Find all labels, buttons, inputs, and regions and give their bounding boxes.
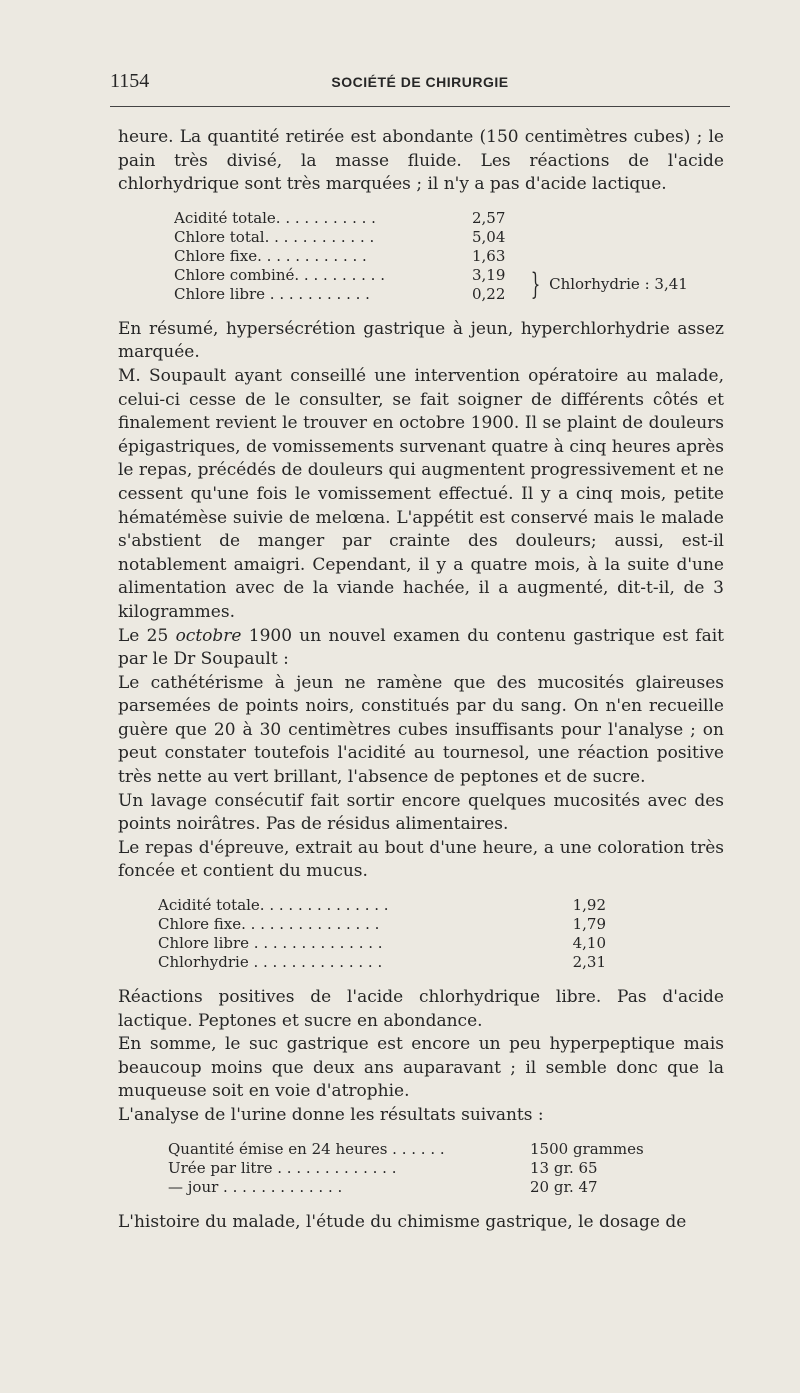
paragraph: M. Soupault ayant conseillé une intervention opératoire au malade, celui-ci cesse de le consulter, se fait soigner de différents côtés et finalement revient le trouver en octobre 1900. Il se plaint de douleurs épigastriques, de vomissements survenant quatre à cinq heures après le repas, précédés de douleurs qui augmentent progressivement et ne cessent qu'une fois le vomissement effectué. Il y a cinq mois, petite hématémèse suivie de melœna. L'appétit est conservé mais le malade s'abstient de manger par crainte des douleurs; aussi, est-il notablement amaigri. Cependant, il y a quatre mois, à la suite d'une alimentation avec de la viande hachée, il a augmenté, dit-t-il, de 3 kilogrammes. (118, 365, 724, 622)
text-span: Le 25 (118, 625, 176, 646)
paragraph: En somme, le suc gastrique est encore un peu hyperpeptique mais beaucoup moins que deux ans auparavant ; il semble donc que la muqueuse soit en voie d'atrophie. (118, 1034, 724, 1102)
paragraph: Le repas d'épreuve, extrait au bout d'une heure, a une coloration très foncée et contient du mucus. (118, 837, 724, 882)
paragraph: L'analyse de l'urine donne les résultats suivants : (118, 1105, 544, 1125)
row-value: 1,92 (572, 896, 606, 915)
table-row (118, 953, 724, 972)
brace-icon: } (530, 266, 541, 302)
row-label: Chlore combiné. . . . . . . . . . (174, 265, 385, 284)
table-row (174, 209, 724, 228)
paragraph (118, 625, 724, 672)
table-row (174, 285, 522, 304)
table-row (118, 1159, 724, 1178)
table-row (118, 1140, 724, 1159)
row-label: Chlore fixe. . . . . . . . . . . . . . . (158, 915, 380, 934)
row-value: 13 gr. 65 (530, 1158, 598, 1177)
running-title: SOCIÉTÉ DE CHIRURGIE (331, 74, 509, 90)
row-value: 1,63 (472, 246, 506, 265)
row-label: Chlore total. . . . . . . . . . . . (174, 227, 375, 246)
row-value: 2,31 (572, 953, 606, 972)
brace-group (174, 266, 724, 304)
table-row (118, 896, 724, 915)
row-value: 0,22 (472, 284, 506, 303)
table-row (118, 915, 724, 934)
row-label: Quantité émise en 24 heures . . . . . . (168, 1139, 445, 1158)
paragraph: Un lavage consécutif fait sortir encore quelques mucosités avec des points noirâtres. Pas de résidus alimentaires. (118, 790, 724, 835)
row-label: Chlore fixe. . . . . . . . . . . . (174, 246, 367, 265)
body-text (118, 126, 724, 1234)
row-label: Chlore libre . . . . . . . . . . . . . . (158, 934, 383, 953)
paragraph: Le cathétérisme à jeun ne ramène que des mucosités glaireuses parsemées de points noirs, constitués par du sang. On n'en recueille guère que 20 à 30 centimètres cubes insuffisants pour l'analyse ; on peut constater toutefois l'acidité au tournesol, une réaction positive très nette au vert brillant, l'absence de peptones et de sucre. (118, 672, 724, 788)
acidity-table-1 (174, 209, 724, 304)
urine-table (118, 1140, 724, 1197)
page-header (110, 70, 730, 96)
row-label: Chlore libre . . . . . . . . . . . (174, 284, 370, 303)
row-value: 5,04 (472, 227, 506, 246)
table-row (174, 228, 724, 247)
table-row (118, 934, 724, 953)
row-value: 3,19 (472, 265, 506, 284)
brace-note: Chlorhydrie : 3,41 (549, 275, 688, 294)
row-value: 2,57 (472, 208, 506, 227)
paragraph: heure. La quantité retirée est abondante (150 centimètres cubes) ; le pain très divisé, la masse fluide. Les réactions de l'acide chlorhydrique sont très marquées ; il n'y a pas d'acide lactique. (118, 127, 724, 195)
row-value: 4,10 (572, 934, 606, 953)
paragraph: En résumé, hypersécrétion gastrique à jeun, hyperchlorhydrie assez marquée. (118, 318, 724, 363)
row-label: Acidité totale. . . . . . . . . . . . . . (158, 896, 389, 915)
row-label: — jour . . . . . . . . . . . . . (168, 1177, 343, 1196)
row-label: Chlorhydrie . . . . . . . . . . . . . . (158, 953, 383, 972)
paragraph: L'histoire du malade, l'étude du chimisme gastrique, le dosage de (118, 1211, 687, 1232)
header-rule (110, 106, 730, 107)
page-number: 1154 (110, 70, 150, 92)
text-span: 1900 un nouvel examen du contenu gastrique est fait par le Dr Soupault : (118, 625, 725, 670)
row-value: 20 gr. 47 (530, 1177, 598, 1196)
paragraph: Réactions positives de l'acide chlorhydrique libre. Pas d'acide lactique. Peptones et sucre en abondance. (118, 987, 724, 1031)
row-label: Urée par litre . . . . . . . . . . . . . (168, 1158, 397, 1177)
table-row (118, 1178, 724, 1197)
table-row (174, 247, 724, 266)
row-label: Acidité totale. . . . . . . . . . . (174, 208, 376, 227)
row-value: 1500 grammes (530, 1139, 644, 1158)
row-value: 1,79 (572, 915, 606, 934)
acidity-table-2 (118, 896, 724, 972)
table-row (174, 266, 522, 285)
italic-date: octobre (175, 625, 242, 646)
